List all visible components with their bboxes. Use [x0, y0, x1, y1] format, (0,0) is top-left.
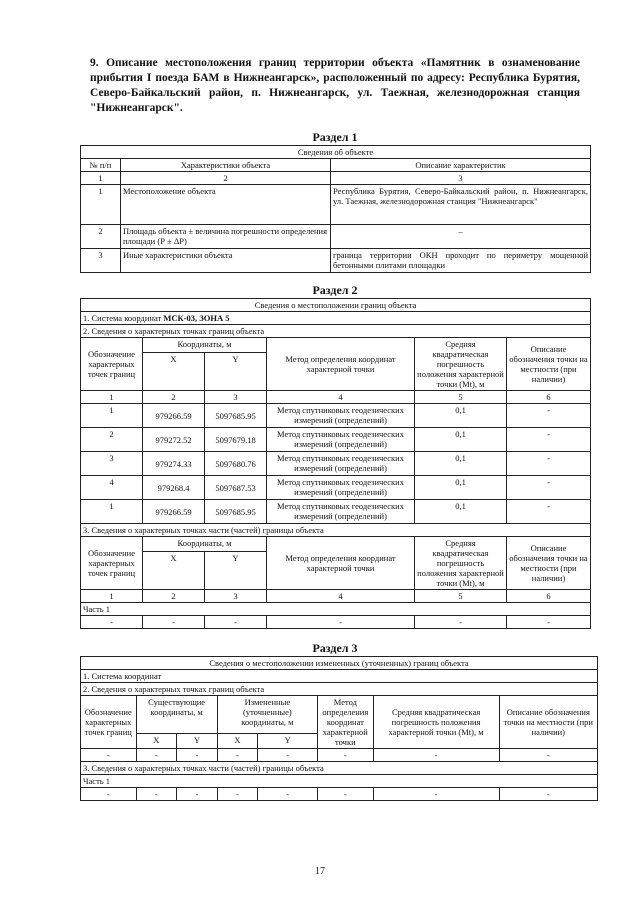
col-header-method: Метод определения координат характерной точки — [267, 537, 415, 590]
row-description: Республика Бурятия, Северо-Байкальский район, п. Нижнеангарск, ул. Таежная, железнодорожная станция "Нижнеангарск" — [331, 185, 591, 225]
row-description: граница территории ОКН проходит по периметру мощенной бетонными плитами площадки — [331, 249, 591, 273]
table-row — [81, 452, 591, 476]
point-y: 5097679.18 — [205, 428, 267, 452]
table-row — [81, 225, 591, 249]
col-header-error: Средняя квадратическая погрешность положения характерной точки (Mt), м — [415, 537, 507, 590]
point-id: 1 — [81, 404, 143, 428]
section-3-title: Раздел 3 — [312, 641, 358, 655]
dash-cell: - — [205, 616, 267, 629]
dash-cell: - — [267, 616, 415, 629]
col-number: 1 — [81, 590, 143, 603]
col-header-y: Y — [205, 552, 267, 590]
table-row — [81, 249, 591, 273]
dash-cell: - — [81, 616, 143, 629]
col-header-y: Y — [258, 734, 318, 749]
row-description: – — [331, 225, 591, 249]
dash-cell: - — [81, 749, 137, 762]
col-number: 6 — [507, 590, 591, 603]
dash-cell: - — [415, 616, 507, 629]
col-number: 3 — [205, 590, 267, 603]
col-number: 5 — [415, 391, 507, 404]
col-number: 6 — [507, 391, 591, 404]
row-number: 2 — [81, 225, 121, 249]
col-header-x: X — [143, 552, 205, 590]
col-header-description: Описание характеристик — [331, 159, 591, 172]
boundary-table — [80, 298, 591, 629]
point-method: Метод спутниковых геодезических измерений (определений) — [267, 452, 415, 476]
col-number: 2 — [143, 590, 205, 603]
col-number: 1 — [81, 172, 121, 185]
table-row — [81, 788, 598, 801]
col-header-changed: Измененные (уточненные) координаты, м — [217, 696, 317, 734]
table-row — [81, 185, 591, 225]
point-desc: - — [507, 452, 591, 476]
col-header-method: Метод определения координат характерной точки — [318, 696, 374, 749]
dash-cell: - — [507, 616, 591, 629]
dash-cell: - — [258, 788, 318, 801]
col-number: 4 — [267, 590, 415, 603]
dash-cell: - — [499, 788, 597, 801]
coord-system-row — [81, 312, 591, 325]
table-title: Сведения о местоположении измененных (уточненных) границ объекта — [81, 657, 598, 670]
table-title: Сведения о местоположении границ объекта — [81, 299, 591, 312]
part-label: Часть 1 — [81, 603, 591, 616]
dash-cell: - — [258, 749, 318, 762]
points-title: 2. Сведения о характерных точках границ объекта — [81, 325, 591, 338]
dash-cell: - — [373, 749, 499, 762]
page-number: 17 — [315, 866, 325, 877]
point-y: 5097685.95 — [205, 500, 267, 524]
col-header-x: X — [217, 734, 258, 749]
table-row — [81, 404, 591, 428]
row-number: 3 — [81, 249, 121, 273]
point-id: 1 — [81, 500, 143, 524]
point-y: 5097687.53 — [205, 476, 267, 500]
col-header-description: Описание обозначения точки на местности (при наличии) — [507, 537, 591, 590]
document-heading: 9. Описание местоположения границ территории объекта «Памятник в ознаменование прибытия I поезда БАМ в Нижнеангарск», расположенный по адресу: Республика Бурятия, Северо-Байкальский район, п. Нижнеангарск, ул. Таежная, железнодорожная станция "Нижнеангарск". — [90, 57, 580, 114]
dash-cell: - — [136, 788, 177, 801]
section-1-title: Раздел 1 — [312, 130, 358, 144]
row-name: Иные характеристики объекта — [121, 249, 331, 273]
row-name: Площадь объекта ± величина погрешности определения площади (Р ± ΔР) — [121, 225, 331, 249]
point-y: 5097685.95 — [205, 404, 267, 428]
point-error: 0,1 — [415, 476, 507, 500]
point-x: 979266.59 — [143, 500, 205, 524]
dash-cell: - — [217, 749, 258, 762]
dash-cell: - — [177, 749, 218, 762]
col-header-number: № п/п — [81, 159, 121, 172]
dash-cell: - — [177, 788, 218, 801]
point-error: 0,1 — [415, 452, 507, 476]
col-number: 1 — [81, 391, 143, 404]
col-number: 2 — [121, 172, 331, 185]
col-header-error: Средняя квадратическая погрешность положения характерной точки (Mt), м — [373, 696, 499, 749]
point-y: 5097680.76 — [205, 452, 267, 476]
point-x: 979268.4 — [143, 476, 205, 500]
col-header-coords: Координаты, м — [143, 537, 267, 552]
part-points-title: 3. Сведения о характерных точках части (частей) границы объекта — [81, 524, 591, 537]
dash-cell: - — [136, 749, 177, 762]
dash-cell: - — [143, 616, 205, 629]
point-error: 0,1 — [415, 404, 507, 428]
col-number: 5 — [415, 590, 507, 603]
point-x: 979272.52 — [143, 428, 205, 452]
point-error: 0,1 — [415, 500, 507, 524]
points-title: 2. Сведения о характерных точках границ объекта — [81, 683, 598, 696]
point-desc: - — [507, 500, 591, 524]
point-desc: - — [507, 404, 591, 428]
col-header-x: X — [136, 734, 177, 749]
point-method: Метод спутниковых геодезических измерений (определений) — [267, 476, 415, 500]
point-id: 3 — [81, 452, 143, 476]
dash-cell: - — [318, 749, 374, 762]
point-method: Метод спутниковых геодезических измерений (определений) — [267, 500, 415, 524]
coord-system-value: МСК-03, ЗОНА 5 — [163, 313, 230, 323]
point-x: 979266.59 — [143, 404, 205, 428]
coord-system-row: 1. Система координат — [81, 670, 598, 683]
col-header-description: Описание обозначения точки на местности (при наличии) — [507, 338, 591, 391]
point-method: Метод спутниковых геодезических измерений (определений) — [267, 404, 415, 428]
col-header-description: Описание обозначения точки на местности (при наличии) — [499, 696, 597, 749]
col-header-x: X — [143, 353, 205, 391]
table-row — [81, 749, 598, 762]
row-name: Местоположение объекта — [121, 185, 331, 225]
col-header-designation: Обозначение характерных точек границ — [81, 537, 143, 590]
point-id: 2 — [81, 428, 143, 452]
table-row — [81, 428, 591, 452]
changed-boundary-table — [80, 656, 598, 801]
col-header-designation: Обозначение характерных точек границ — [81, 338, 143, 391]
coord-system-label: 1. Система координат — [83, 313, 162, 323]
col-number: 3 — [331, 172, 591, 185]
col-header-characteristics: Характеристики объекта — [121, 159, 331, 172]
col-header-existing: Существующие координаты, м — [136, 696, 217, 734]
point-method: Метод спутниковых геодезических измерений (определений) — [267, 428, 415, 452]
point-desc: - — [507, 476, 591, 500]
point-error: 0,1 — [415, 428, 507, 452]
col-header-y: Y — [177, 734, 218, 749]
col-header-y: Y — [205, 353, 267, 391]
dash-cell: - — [318, 788, 374, 801]
col-number: 3 — [205, 391, 267, 404]
object-info-table — [80, 145, 591, 273]
table-row — [81, 616, 591, 629]
col-header-method: Метод определения координат характерной точки — [267, 338, 415, 391]
part-label: Часть 1 — [81, 775, 598, 788]
row-number: 1 — [81, 185, 121, 225]
point-id: 4 — [81, 476, 143, 500]
table-row — [81, 500, 591, 524]
col-header-error: Средняя квадратическая погрешность положения характерной точки (Mt), м — [415, 338, 507, 391]
table-title: Сведения об объекте — [81, 146, 591, 159]
col-number: 4 — [267, 391, 415, 404]
col-header-coords: Координаты, м — [143, 338, 267, 353]
part-points-title: 3. Сведения о характерных точках части (частей) границы объекта — [81, 762, 598, 775]
col-number: 2 — [143, 391, 205, 404]
dash-cell: - — [217, 788, 258, 801]
section-2-title: Раздел 2 — [312, 283, 358, 297]
dash-cell: - — [499, 749, 597, 762]
point-x: 979274.33 — [143, 452, 205, 476]
point-desc: - — [507, 428, 591, 452]
col-header-designation: Обозначение характерных точек границ — [81, 696, 137, 749]
dash-cell: - — [373, 788, 499, 801]
table-row — [81, 476, 591, 500]
dash-cell: - — [81, 788, 137, 801]
